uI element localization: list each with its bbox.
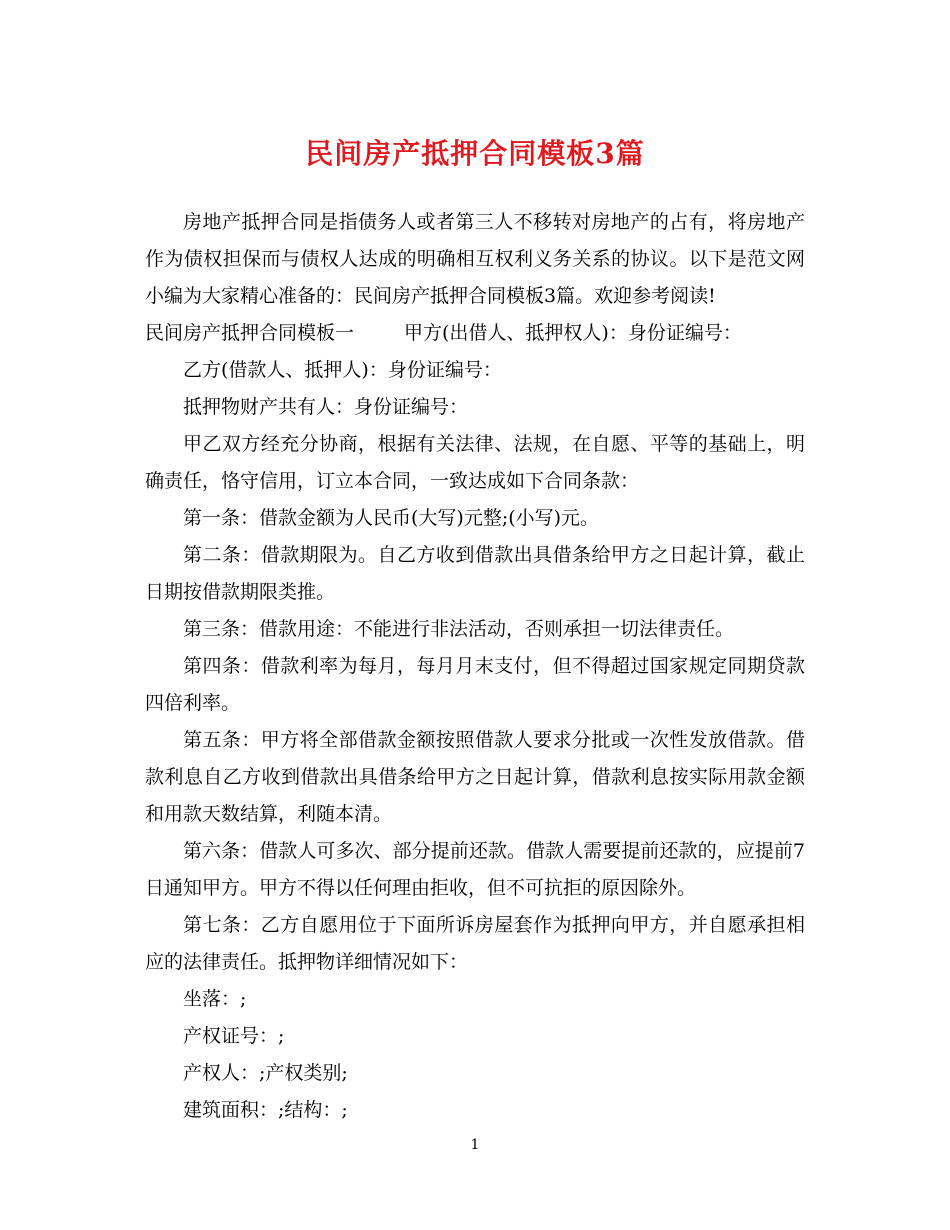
party-b-line: 乙方(借款人、抵押人)：身份证编号： bbox=[183, 359, 502, 381]
clause-6: 第六条：借款人可多次、部分提前还款。借款人需要提前还款的，应提前7日通知甲方。甲方不得以任何理由拒收，但不可抗拒的原因除外。 bbox=[145, 840, 805, 899]
intro-paragraph: 房地产抵押合同是指债务人或者第三人不移转对房地产的占有，将房地产作为债权担保而与债权人达成的明确相互权利义务关系的协议。以下是范文网小编为大家精心准备的：民间房产抵押合同模板3篇。欢迎参考阅读! bbox=[145, 211, 805, 307]
property-certificate: 产权证号：; bbox=[183, 1025, 285, 1047]
document-title: 民间房产抵押合同模板3篇 bbox=[305, 137, 645, 170]
section-heading: 民间房产抵押合同模板一 bbox=[145, 322, 355, 344]
clause-1: 第一条：借款金额为人民币(大写)元整;(小写)元。 bbox=[183, 507, 600, 529]
clause-3: 第三条：借款用途：不能进行非法活动，否则承担一切法律责任。 bbox=[183, 618, 735, 640]
clause-4: 第四条：借款利率为每月，每月月末支付，但不得超过国家规定同期贷款四倍利率。 bbox=[145, 655, 805, 714]
property-location: 坐落：; bbox=[183, 988, 247, 1010]
clause-2: 第二条：借款期限为。自乙方收到借款出具借条给甲方之日起计算，截止日期按借款期限类推。 bbox=[145, 544, 805, 603]
page-number: 1 bbox=[470, 1137, 480, 1153]
clause-5: 第五条：甲方将全部借款金额按照借款人要求分批或一次性发放借款。借款利息自乙方收到借款出具借条给甲方之日起计算，借款利息按实际用款金额和用款天数结算，利随本清。 bbox=[145, 729, 805, 825]
property-area: 建筑面积：;结构：; bbox=[183, 1099, 348, 1121]
section-line bbox=[145, 315, 805, 352]
document-body bbox=[145, 204, 805, 1129]
preamble-paragraph: 甲乙双方经充分协商，根据有关法律、法规，在自愿、平等的基础上，明确责任，恪守信用，订立本合同，一致达成如下合同条款： bbox=[145, 433, 805, 492]
property-owner: 产权人：;产权类别; bbox=[183, 1062, 348, 1084]
party-a-line: 甲方(出借人、抵押权人)：身份证编号： bbox=[404, 322, 742, 344]
clause-7: 第七条：乙方自愿用位于下面所诉房屋套作为抵押向甲方，并自愿承担相应的法律责任。抵押物详细情况如下： bbox=[145, 914, 805, 973]
co-owner-line: 抵押物财产共有人：身份证编号： bbox=[183, 396, 469, 418]
